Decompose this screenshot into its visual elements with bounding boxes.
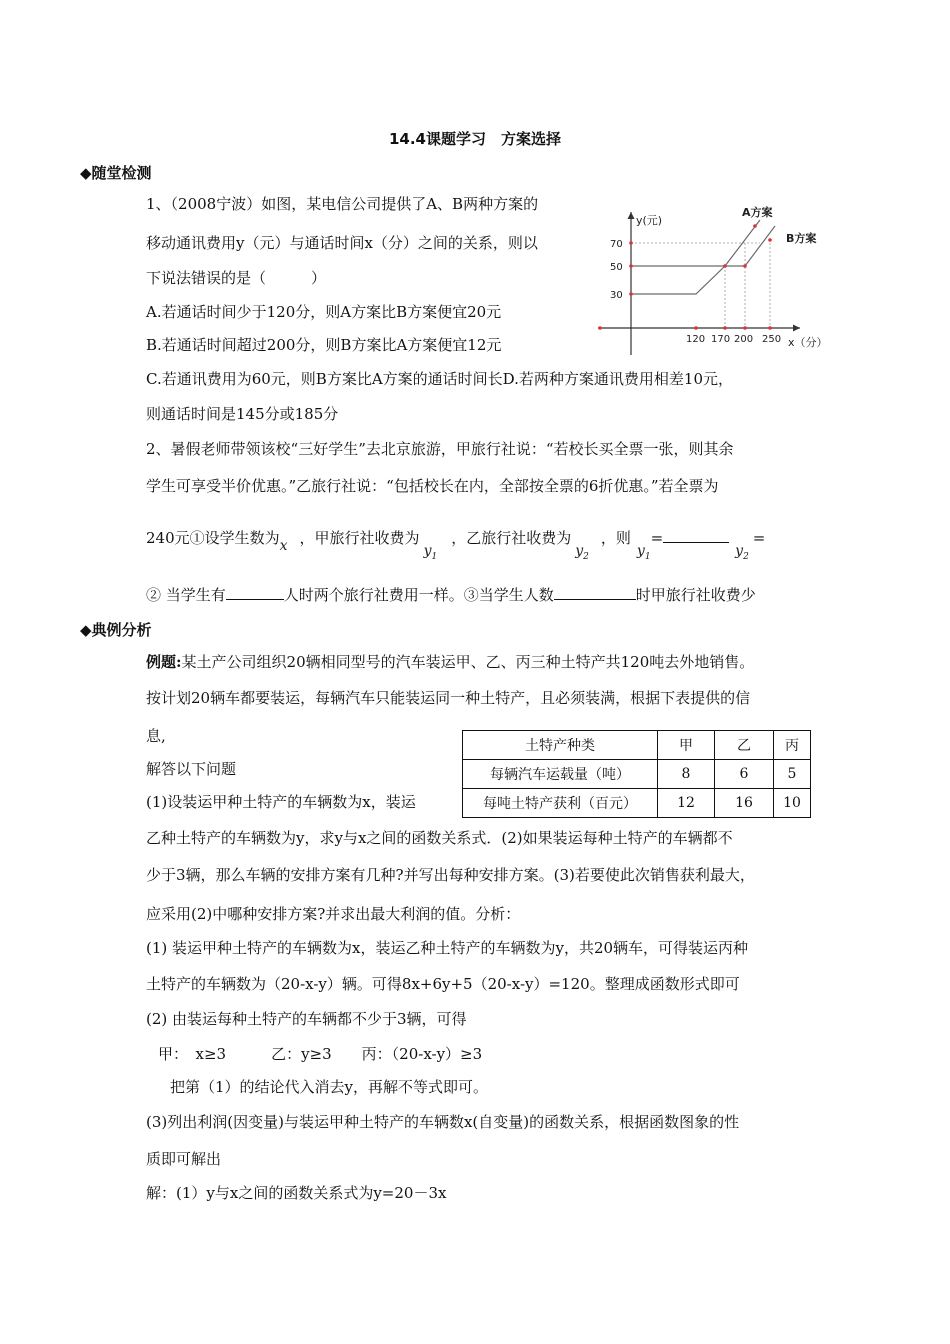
point-y50 [629, 264, 633, 268]
q2-text-4a: ② 当学生有 [146, 586, 226, 604]
point-b-bend [743, 264, 747, 268]
var-y1-base: y [423, 543, 432, 559]
table-cell: 5 [774, 760, 811, 789]
series-a-label: A方案 [742, 206, 773, 219]
q1-line-1: 1、（2008宁波）如图，某电信公司提供了A、B两种方案的 [146, 195, 539, 213]
table-header-row [463, 731, 811, 760]
q2-text-f: = [752, 529, 766, 547]
q2-text-e: = [650, 529, 664, 547]
answer-blank-y1[interactable] [663, 528, 729, 543]
table-cell: 6 [715, 760, 774, 789]
q1-option-c-d: C.若通讯费用为60元，则B方案比A方案的通话时间长D.若两种方案通讯费用相差10元， [146, 370, 734, 388]
y-tick-30: 30 [610, 290, 623, 301]
var-y1-b [636, 543, 651, 562]
x-axis-label: x（分） [788, 336, 828, 349]
y-axis-label: y(元) [636, 214, 663, 227]
q1-option-b: B.若通话时间超过200分，则B方案比A方案便宜12元 [146, 336, 502, 354]
example-line-9: (1) 装运甲种土特产的车辆数为x，装运乙种土特产的车辆数为y，共20辆车，可得装运丙种 [146, 939, 749, 957]
point-y70 [629, 241, 633, 245]
q2-line-2: 学生可享受半价优惠。”乙旅行社说：“包括校长在内，全部按全票的6折优惠。”若全票为 [146, 477, 719, 495]
answer-blank-count[interactable] [554, 585, 636, 600]
example-line-12: 甲： x≥3 乙：y≥3 丙：（20-x-y）≥3 [158, 1045, 483, 1063]
example-line-7: 少于3辆，那么车辆的安排方案有几种?并写出每种安排方案。(3)若要使此次销售获利最大， [146, 866, 755, 884]
example-line-10: 土特产的车辆数为（20-x-y）辆。可得8x+6y+5（20-x-y）=120。整理成函数形式即可 [146, 975, 740, 993]
q2-text-a: 240元①设学生数为 [146, 529, 280, 547]
y-tick-50: 50 [610, 262, 623, 273]
product-table [462, 730, 811, 818]
point-a-end [753, 224, 757, 228]
section-heading-check: ◆随堂检测 [80, 164, 152, 182]
q1-line-7: 则通话时间是145分或185分 [146, 405, 339, 423]
q2-line-1: 2、暑假老师带领该校“三好学生”去北京旅游，甲旅行社说：“若校长买全票一张，则其余 [146, 440, 734, 458]
cost-graph [590, 200, 840, 360]
solution-line-1: 解：(1）y与x之间的函数关系式为y=20－3x [146, 1184, 447, 1202]
point-x250 [768, 326, 772, 330]
table-cell: 8 [658, 760, 715, 789]
example-line-5: (1)设装运甲种土特产的车辆数为x，装运 [146, 793, 416, 811]
q2-line-3 [146, 528, 766, 562]
example-label: 例题: [146, 653, 182, 671]
x-tick-120: 120 [686, 334, 706, 345]
var-y2-sub: 2 [583, 551, 589, 562]
point-a-bend [723, 264, 727, 268]
plan-b-line [631, 226, 775, 294]
section-heading-example: ◆典例分析 [80, 621, 152, 639]
table-cell: 每辆汽车运载量（吨） [463, 760, 658, 789]
q2-text-4c: 时甲旅行社收费少 [635, 586, 756, 604]
point-left [598, 326, 602, 330]
table-row [463, 760, 811, 789]
var-y2b-sub: 2 [743, 551, 749, 562]
example-line-14: (3)列出利润(因变量)与装运甲种土特产的车辆数x(自变量)的函数关系，根据函数图象的性 [146, 1113, 740, 1131]
q2-text-4b: 人时两个旅行社费用一样。③当学生人数 [283, 586, 554, 604]
q1-line-2: 移动通讯费用y（元）与通话时间x（分）之间的关系，则以 [146, 234, 538, 252]
example-line-4: 解答以下问题 [146, 760, 237, 778]
q2-text-d: ，则 [600, 529, 631, 547]
x-tick-200: 200 [734, 334, 754, 345]
point-x120 [694, 326, 698, 330]
var-y2b-base: y [735, 543, 744, 559]
table-row [463, 789, 811, 818]
page-title: 14.4课题学习 方案选择 [388, 130, 561, 148]
var-y2-base: y [575, 543, 584, 559]
table-cell: 12 [658, 789, 715, 818]
q2-text-c: ，乙旅行社收费为 [451, 529, 572, 547]
example-line-3: 息, [146, 727, 166, 745]
table-cell: 10 [774, 789, 811, 818]
var-y2-b [735, 543, 749, 562]
q1-line-3: 下说法错误的是（ ） [146, 269, 327, 287]
example-line-8: 应采用(2)中哪种安排方案?并求出最大利润的值。分析： [146, 905, 521, 923]
point-b-end [768, 238, 772, 242]
var-y1b-base: y [636, 543, 645, 559]
example-line-1 [146, 653, 754, 671]
answer-blank-students[interactable] [226, 585, 284, 600]
var-y1b-sub: 1 [644, 551, 651, 562]
table-header-cell: 丙 [774, 731, 811, 760]
example-line-13: 把第（1）的结论代入消去y，再解不等式即可。 [170, 1078, 489, 1096]
var-x: x [279, 538, 288, 554]
y-tick-70: 70 [610, 239, 623, 250]
example-line-6: 乙种土特产的车辆数为y，求y与x之间的函数关系式．(2)如果装运每种土特产的车辆都不 [146, 829, 733, 847]
var-y1-sub: 1 [431, 551, 438, 562]
series-b-label: B方案 [786, 232, 817, 245]
example-line-15: 质即可解出 [146, 1150, 222, 1168]
example-line-11: (2) 由装运每种土特产的车辆都不少于3辆，可得 [146, 1010, 467, 1028]
q2-text-b: ，甲旅行社收费为 [299, 529, 420, 547]
table-cell: 每吨土特产获利（百元） [463, 789, 658, 818]
point-x170 [723, 326, 727, 330]
example-line-1-text: 某土产公司组织20辆相同型号的汽车装运甲、乙、丙三种土特产共120吨去外地销售。 [181, 653, 755, 671]
point-x200 [743, 326, 747, 330]
x-tick-250: 250 [762, 334, 782, 345]
q1-option-a: A.若通话时间少于120分，则A方案比B方案便宜20元 [146, 303, 502, 321]
x-tick-170: 170 [711, 334, 731, 345]
var-y2 [575, 543, 589, 562]
table-header-cell: 甲 [658, 731, 715, 760]
table-header-cell: 土特产种类 [463, 731, 658, 760]
example-line-2: 按计划20辆车都要装运，每辆汽车只能装运同一种土特产，且必须装满，根据下表提供的信 [146, 689, 751, 707]
q2-line-4 [146, 585, 756, 604]
table-header-cell: 乙 [715, 731, 774, 760]
point-y30 [629, 292, 633, 296]
table-cell: 16 [715, 789, 774, 818]
var-y1 [423, 543, 438, 562]
